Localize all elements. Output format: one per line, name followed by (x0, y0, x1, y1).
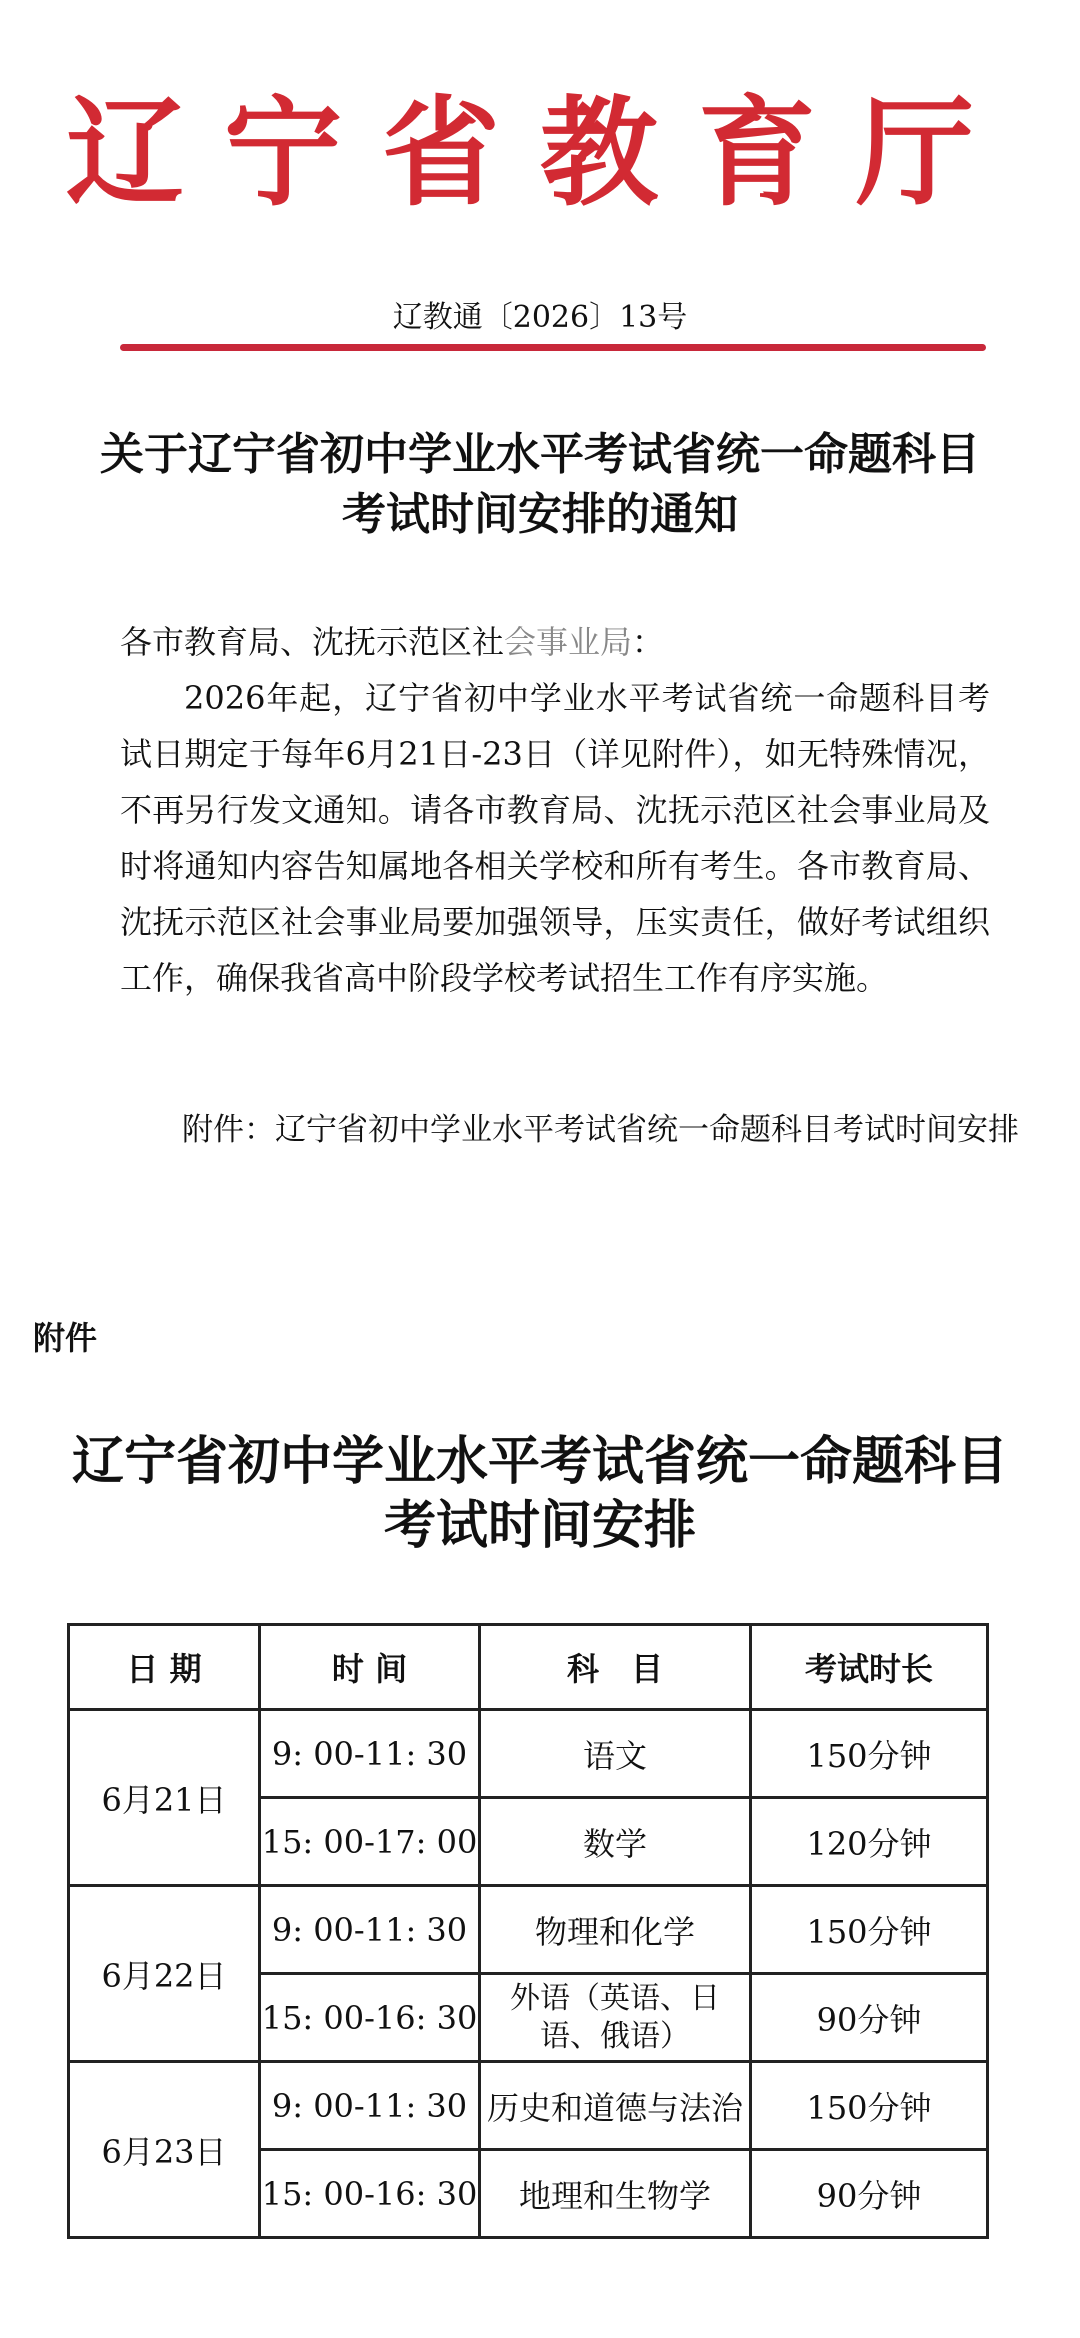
notice-body (120, 614, 990, 1006)
subject-cell: 外语（英语、日语、俄语） (480, 1974, 751, 2062)
salutation-colon: ： (632, 623, 665, 661)
subject-cell: 历史和道德与法治 (480, 2062, 751, 2150)
exam-schedule-table (67, 1623, 989, 2239)
annex-title-line2: 考试时间安排 (383, 1495, 696, 1556)
time-cell: 15: 00-17: 00 (260, 1798, 480, 1886)
table-row (69, 1710, 988, 1798)
duration-cell: 90分钟 (751, 2150, 988, 2238)
notice-title-line2: 考试时间安排的通知 (342, 489, 738, 540)
date-cell: 6月22日 (69, 1886, 260, 2062)
table-row (69, 2062, 988, 2150)
body-paragraph: 2026年起，辽宁省初中学业水平考试省统一命题科目考试日期定于每年6月21日-23日（详见附件），如无特殊情况，不再另行发文通知。请各市教育局、沈抚示范区社会事业局及时将通知内容告知属地各相关学校和所有考生。各市教育局、沈抚示范区社会事业局要加强领导，压实责任，做好考试组织工作，确保我省高中阶段学校考试招生工作有序实施。 (120, 679, 990, 997)
time-cell: 15: 00-16: 30 (260, 2150, 480, 2238)
date-cell: 6月21日 (69, 1710, 260, 1886)
duration-cell: 150分钟 (751, 1886, 988, 1974)
salutation (120, 614, 990, 670)
header-date: 日 期 (69, 1625, 260, 1710)
table-header-row (69, 1625, 988, 1710)
subject-cell: 语文 (480, 1710, 751, 1798)
red-divider (120, 344, 986, 351)
agency-letterhead: 辽宁省教育厅 (65, 83, 1014, 222)
duration-cell: 120分钟 (751, 1798, 988, 1886)
header-subject: 科 目 (480, 1625, 751, 1710)
salutation-faded-text: 会事业局 (504, 623, 633, 661)
annex-label: 附件 (33, 1319, 98, 1357)
subject-cell: 物理和化学 (480, 1886, 751, 1974)
time-cell: 9: 00-11: 30 (260, 1710, 480, 1798)
time-cell: 9: 00-11: 30 (260, 1886, 480, 1974)
duration-cell: 90分钟 (751, 1974, 988, 2062)
table-row (69, 1886, 988, 1974)
duration-cell: 150分钟 (751, 2062, 988, 2150)
salutation-text: 各市教育局、沈抚示范区社 (120, 623, 505, 661)
annex-title-line1: 辽宁省初中学业水平考试省统一命题科目 (71, 1431, 1008, 1492)
document-number: 辽教通〔2026〕13号 (392, 300, 688, 335)
header-time: 时 间 (260, 1625, 480, 1710)
time-cell: 15: 00-16: 30 (260, 1974, 480, 2062)
notice-title-line1: 关于辽宁省初中学业水平考试省统一命题科目 (100, 429, 980, 480)
duration-cell: 150分钟 (751, 1710, 988, 1798)
time-cell: 9: 00-11: 30 (260, 2062, 480, 2150)
attachment-reference: 附件：辽宁省初中学业水平考试省统一命题科目考试时间安排 (182, 1112, 1019, 1148)
subject-cell: 数学 (480, 1798, 751, 1886)
date-cell: 6月23日 (69, 2062, 260, 2238)
header-duration: 考试时长 (751, 1625, 988, 1710)
subject-cell: 地理和生物学 (480, 2150, 751, 2238)
